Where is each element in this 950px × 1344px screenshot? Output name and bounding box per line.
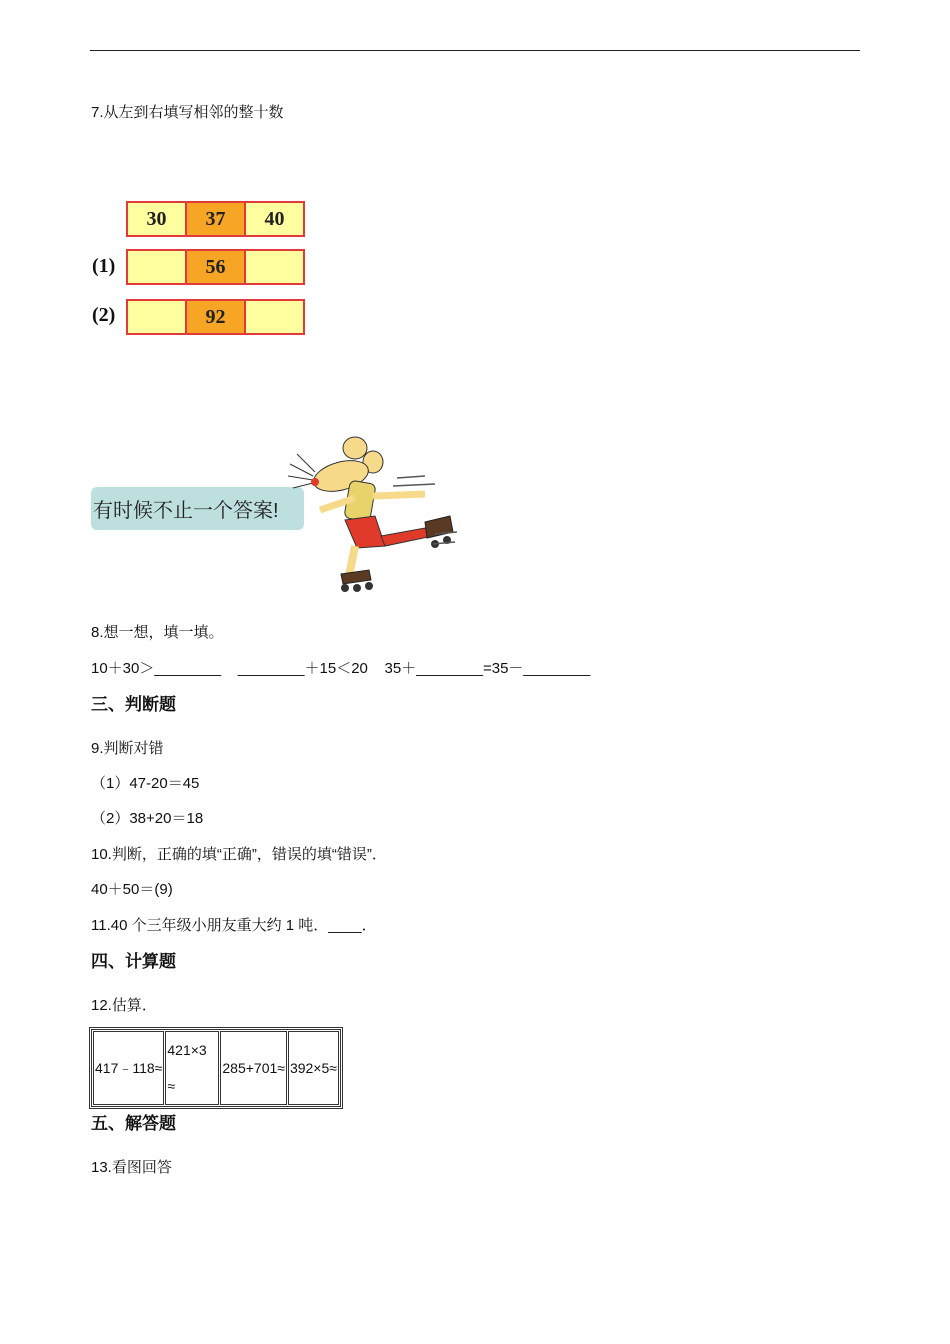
question-8-title: 8.想一想，填一填。 xyxy=(91,624,224,641)
question-9-item-2: （2）38+20＝18 xyxy=(91,810,204,827)
section-5-heading: 五、解答题 xyxy=(91,1114,176,1133)
estimate-cell-3: 285+701≈ xyxy=(220,1031,287,1105)
row-1-label: (1) xyxy=(92,255,116,277)
example-number-row xyxy=(126,201,305,237)
row-2-left-blank xyxy=(128,301,187,333)
row-1-boxes xyxy=(126,249,305,285)
estimation-table xyxy=(89,1027,343,1109)
example-left-box: 30 xyxy=(128,203,187,235)
example-center-box: 37 xyxy=(187,203,246,235)
hint-bubble: 有时候不止一个答案! xyxy=(91,487,304,530)
question-13-title: 13.看图回答 xyxy=(91,1159,172,1176)
row-2-center-box: 92 xyxy=(187,301,246,333)
row-2-boxes xyxy=(126,299,305,335)
question-8-blanks: 10＋30＞________ ________＋15＜20 35＋________=35－________ xyxy=(91,660,591,677)
row-1-left-blank xyxy=(128,251,187,283)
header-rule xyxy=(90,50,860,51)
estimate-cell-2 xyxy=(165,1031,219,1105)
row-2-right-blank xyxy=(246,301,303,333)
estimate-cell-2-expr: 421×3 xyxy=(167,1042,207,1058)
question-12-title: 12.估算． xyxy=(91,997,157,1014)
row-1-right-blank xyxy=(246,251,303,283)
skating-mouse-illustration xyxy=(285,436,460,594)
estimate-cell-2-approx: ≈ xyxy=(167,1078,176,1094)
section-4-heading: 四、计算题 xyxy=(91,952,176,971)
estimate-cell-1: 417﹣118≈ xyxy=(93,1031,164,1105)
question-10-expression: 40＋50＝(9) xyxy=(91,881,173,898)
row-2-label: (2) xyxy=(92,304,116,326)
question-7-title: 7.从左到右填写相邻的整十数 xyxy=(91,104,284,121)
example-right-box: 40 xyxy=(246,203,303,235)
estimate-cell-4: 392×5≈ xyxy=(288,1031,339,1105)
question-9-title: 9.判断对错 xyxy=(91,740,164,757)
question-10-title: 10.判断，正确的填“正确”，错误的填“错误”． xyxy=(91,846,387,863)
question-11: 11.40 个三年级小朋友重大约 1 吨．____． xyxy=(91,917,377,934)
row-1-center-box: 56 xyxy=(187,251,246,283)
question-9-item-1: （1）47-20＝45 xyxy=(91,775,200,792)
section-3-heading: 三、判断题 xyxy=(91,695,176,714)
